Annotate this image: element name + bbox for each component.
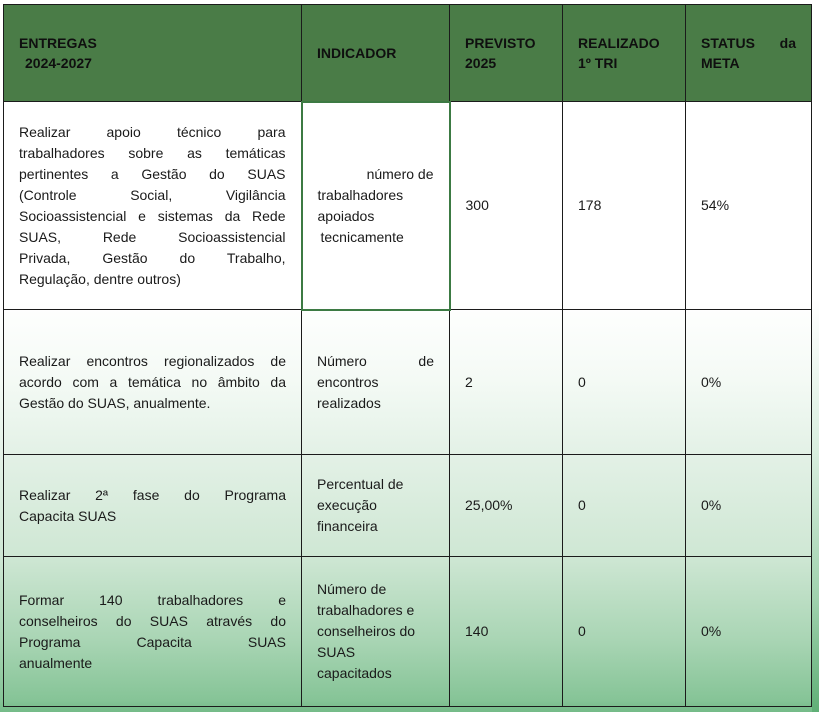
status-cell [686,455,812,557]
header-entregas-line1: ENTREGAS [19,35,97,51]
realizado-cell [563,310,686,455]
indicador-line: conselheiros do [317,623,416,639]
status-value: 54% [701,197,730,213]
realizado-value: 0 [578,373,586,390]
header-realizado-line2: 1º TRI [578,55,618,71]
indicador-line: tecnicamente [320,228,404,245]
entrega-line: Regulação, dentre outros) [19,270,181,287]
header-indicador-label: INDICADOR [317,44,397,61]
header-previsto [450,5,563,102]
indicador-cell [302,310,450,455]
goals-table [3,4,812,707]
entrega-cell [4,102,302,310]
status-cell [686,310,812,455]
right-edge-gradient [812,0,819,712]
table-row [4,102,812,310]
indicador-line: trabalhadores e [317,602,415,618]
header-previsto-line2: 2025 [465,55,497,71]
header-realizado-line1: REALIZADO [578,35,660,51]
indicador-line: SUAS [317,644,356,660]
realizado-cell [563,102,686,310]
table-row [4,455,812,557]
indicador-line: realizados [317,394,381,411]
previsto-cell [450,557,563,707]
previsto-value: 140 [465,623,489,639]
indicador-line: trabalhadores [317,186,404,203]
entrega-line: Programa Capacita SUAS [19,633,286,650]
header-previsto-line1: PREVISTO [465,35,536,51]
entrega-line: Privada, Gestão do Trabalho, [19,249,286,266]
indicador-line: Número de [317,581,387,597]
entrega-cell [4,455,302,557]
status-value: 0% [701,497,722,513]
header-status-line1: STATUS da [701,35,796,51]
entrega-line: SUAS, Rede Socioassistencial [19,228,286,245]
indicador-line: financeira [317,518,378,534]
indicador-line: capacitados [317,665,392,681]
indicador-line: execução [317,497,377,513]
status-cell [686,557,812,707]
previsto-cell [450,455,563,557]
indicador-cell [302,102,450,310]
header-entregas [4,5,302,102]
previsto-cell [450,102,563,310]
table-row [4,310,812,455]
entrega-line: Socioassistencial e sistemas da Rede [19,207,286,224]
previsto-value: 300 [465,197,489,213]
status-value: 0% [701,623,722,639]
entrega-line: trabalhadores sobre as temáticas [19,144,286,161]
indicador-line: número de [366,165,434,182]
entrega-cell [4,310,302,455]
realizado-cell [563,455,686,557]
entrega-line: conselheiros do SUAS através do [19,612,286,629]
previsto-cell [450,310,563,455]
entrega-cell [4,557,302,707]
entrega-line: Realizar apoio técnico para [19,123,286,140]
entrega-line: Gestão do SUAS, anualmente. [19,394,211,411]
table-row [4,557,812,707]
header-row [4,5,812,102]
header-status [686,5,812,102]
indicador-line: Percentual de [317,476,404,492]
indicador-line: encontros [317,373,379,390]
previsto-value: 25,00% [465,497,513,513]
indicador-cell [302,455,450,557]
entrega-line: acordo com a temática no âmbito da [19,373,286,390]
header-entregas-line2: 2024-2027 [25,55,92,71]
entrega-line: pertinentes a Gestão do SUAS [19,165,286,182]
previsto-value: 2 [465,373,473,390]
header-status-line2: META [701,55,740,71]
header-realizado [563,5,686,102]
entrega-line: Capacita SUAS [19,507,117,524]
status-cell [686,102,812,310]
realizado-cell [563,557,686,707]
status-value: 0% [701,373,722,390]
entrega-line: (Controle Social, Vigilância [19,186,286,203]
entrega-line: Formar 140 trabalhadores e [19,591,286,608]
entrega-line: Realizar 2ª fase do Programa [19,486,286,503]
indicador-line: Número de [317,352,434,369]
entrega-line: Realizar encontros regionalizados de [19,352,286,369]
realizado-value: 178 [578,197,602,213]
header-indicador [302,5,450,102]
entrega-line: anualmente [19,654,93,671]
realizado-value: 0 [578,623,586,639]
indicador-cell [302,557,450,707]
realizado-value: 0 [578,497,586,513]
indicador-line: apoiados [317,207,375,224]
